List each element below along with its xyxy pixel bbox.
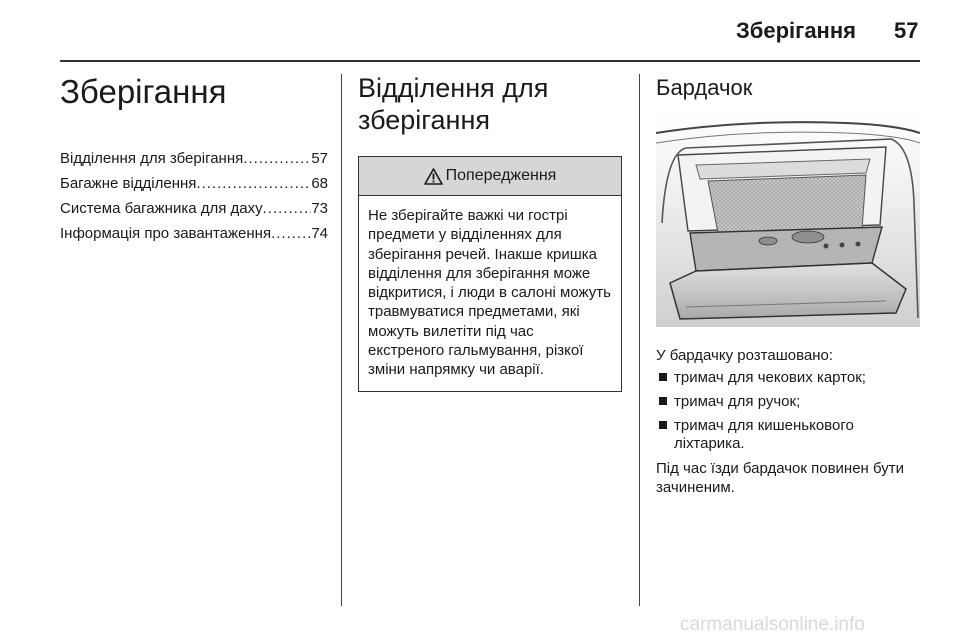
- warning-triangle-icon: [424, 168, 443, 185]
- toc-entry[interactable]: [60, 196, 328, 221]
- toc-leader-dots: [196, 171, 311, 196]
- column-divider-left: [341, 74, 342, 606]
- list-item-text: тримач для чекових карток;: [674, 369, 866, 386]
- list-item-text: тримач для ручок;: [674, 393, 801, 410]
- section-title-line2: зберігання: [358, 105, 490, 135]
- page-number: 57: [894, 18, 919, 43]
- warning-header: [359, 157, 621, 196]
- header-rule: [60, 60, 920, 62]
- section-title-line1: Відділення для: [358, 73, 549, 103]
- chapter-title: Зберігання: [60, 73, 227, 110]
- table-of-contents: [60, 146, 328, 246]
- watermark: carmanualsonline.info: [680, 614, 865, 635]
- bullet-square-icon: [659, 421, 667, 429]
- warning-box: [358, 156, 622, 392]
- warning-heading: Попередження: [445, 167, 557, 184]
- glovebox-features-list: [656, 369, 920, 453]
- list-item: [656, 393, 920, 411]
- toc-entry-page: 74: [311, 224, 328, 242]
- glovebox-note: Під час їзди бардачок повинен бути зачиненим.: [656, 460, 905, 496]
- toc-entry[interactable]: [60, 171, 328, 196]
- bullet-square-icon: [659, 397, 667, 405]
- toc-entry[interactable]: [60, 146, 328, 171]
- toc-entry-page: 68: [311, 174, 328, 192]
- glovebox-column: [656, 72, 920, 497]
- toc-entry-page: 73: [311, 199, 328, 217]
- toc-leader-dots: [263, 196, 312, 221]
- toc-entry[interactable]: [60, 221, 328, 246]
- column-divider-right: [639, 74, 640, 606]
- toc-entry-page: 57: [311, 149, 328, 167]
- toc-entry-title: Система багажника для даху: [60, 199, 263, 217]
- toc-leader-dots: [243, 146, 311, 171]
- toc-entry-title: Багажне відділення: [60, 174, 197, 192]
- storage-compartments-column: [358, 72, 622, 392]
- glovebox-illustration: [656, 113, 920, 327]
- bullet-square-icon: [659, 373, 667, 381]
- toc-entry-title: Інформація про завантаження: [60, 224, 272, 242]
- list-item: [656, 417, 920, 453]
- glovebox-intro: У бардачку розташовано:: [656, 347, 834, 364]
- warning-text: Не зберігайте важкі чи гострі предмети у відділеннях для зберігання речей. Інакше кришка відділення для зберігання може відкритися, і люди в салоні можуть травмуватися предметами, які можуть вилетіти під час екстреного гальмування, різкої зміни напрямку чи аварії.: [368, 207, 611, 379]
- section-title: [358, 72, 622, 136]
- list-item: [656, 369, 920, 387]
- toc-leader-dots: [271, 221, 311, 246]
- contents-column: [60, 72, 328, 246]
- running-header-title: Зберігання: [736, 18, 856, 43]
- toc-entry-title: Відділення для зберігання: [60, 149, 244, 167]
- list-item-text: тримач для кишенькового ліхтарика.: [674, 417, 854, 452]
- subsection-title: Бардачок: [656, 75, 753, 100]
